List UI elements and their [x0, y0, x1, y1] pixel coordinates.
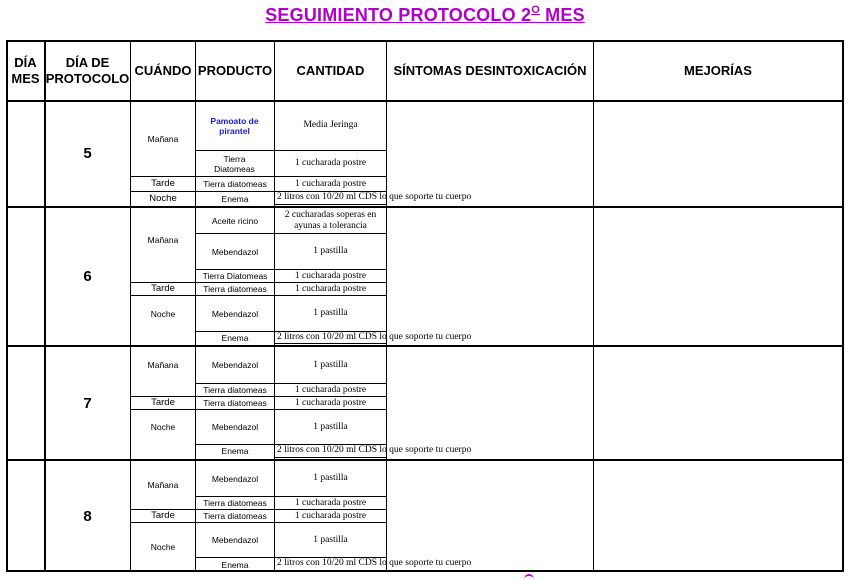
time-manana: Mañana — [147, 133, 179, 144]
column-divider — [386, 40, 387, 572]
product-cell: Enema — [221, 194, 249, 204]
quantity-cell: 1 cucharada postre — [294, 270, 367, 281]
product-cell: Tierra diatomeas — [203, 511, 267, 521]
product-cell: Mebendazol — [211, 360, 259, 370]
time-tarde: Tarde — [151, 397, 175, 408]
quantity-cell: 1 pastilla — [313, 421, 348, 432]
quantity-cell: 2 litros con 10/20 ml CDS lo que soporte tu cuerpo — [277, 192, 472, 202]
protocol-day-number: 6 — [83, 268, 92, 285]
quantity-cell: 1 pastilla — [313, 359, 348, 370]
protocol-day-number: 7 — [83, 394, 92, 412]
product-cell: Mebendazol — [211, 422, 259, 432]
time-noche: Noche — [150, 309, 176, 319]
product-cell: Tierra Diatomeas — [202, 271, 268, 281]
quantity-cell: 1 cucharada postre — [294, 158, 367, 168]
quantity-cell: 2 litros con 10/20 ml CDS lo que soporte tu cuerpo — [277, 445, 472, 455]
product-cell: Mebendazol — [211, 473, 259, 484]
title-suffix: MES — [539, 5, 585, 25]
product-cell: Tierra diatomeas — [203, 498, 267, 508]
header-sintomas: SÍNTOMAS DESINTOXICACIÓN — [393, 63, 587, 78]
product-cell: Aceite ricino — [211, 215, 259, 226]
row-divider — [274, 457, 387, 458]
time-manana: Mañana — [147, 360, 179, 370]
title-superscript: O — [531, 4, 540, 16]
header-cuando: CUÁNDO — [134, 63, 192, 78]
product-cell: Enema — [221, 446, 249, 456]
product-cell: Mebendazol — [211, 535, 259, 545]
header-mejorias: MEJORÍAS — [684, 63, 752, 78]
quantity-cell: 1 cucharada postre — [294, 397, 367, 408]
quantity-cell: 1 pastilla — [313, 473, 348, 483]
time-noche: Noche — [150, 422, 176, 432]
quantity-cell: 1 cucharada postre — [294, 384, 367, 395]
time-tarde: Tarde — [151, 178, 175, 189]
product-cell: Enema — [221, 559, 249, 570]
time-tarde: Tarde — [151, 283, 175, 294]
product-cell: Enema — [221, 333, 249, 343]
product-cell: Mebendazol — [211, 246, 259, 257]
quantity-cell: 1 cucharada postre — [294, 283, 367, 294]
protocol-day-number: 8 — [83, 507, 92, 525]
quantity-cell: 2 litros con 10/20 ml CDS lo que soporte tu cuerpo — [277, 332, 472, 342]
product-cell: Tierra diatomeas — [203, 179, 267, 189]
product-cell: Tierra diatomeas — [203, 398, 267, 408]
row-divider — [274, 204, 387, 205]
quantity-cell: 1 pastilla — [313, 308, 348, 318]
header-dia-protocolo: DÍA DE PROTOCOLO — [45, 55, 130, 86]
row-divider — [274, 343, 387, 344]
quantity-cell: 2 cucharadas soperas en ayunas a tolerancia — [284, 209, 377, 231]
header-cantidad: CANTIDAD — [296, 63, 365, 78]
title-text: SEGUIMIENTO PROTOCOLO 2 — [265, 5, 532, 25]
quantity-cell: 1 cucharada postre — [294, 497, 367, 508]
column-divider — [593, 40, 594, 572]
product-cell: Pamoato de pirantel — [210, 115, 259, 136]
time-manana: Mañana — [147, 235, 179, 245]
time-tarde: Tarde — [151, 510, 175, 521]
time-noche: Noche — [150, 542, 176, 552]
product-cell: Mebendazol — [211, 308, 259, 319]
quantity-cell: 1 cucharada postre — [294, 178, 367, 189]
time-noche: Noche — [149, 193, 177, 204]
quantity-cell: 1 pastilla — [313, 534, 348, 545]
product-cell: Tierra diatomeas — [203, 385, 267, 395]
time-manana: Mañana — [147, 480, 179, 490]
header-producto: PRODUCTO — [197, 63, 273, 78]
quantity-cell: Media Jeringa — [303, 120, 358, 130]
protocol-day-number: 5 — [83, 145, 92, 162]
quantity-cell: 1 pastilla — [313, 246, 348, 256]
header-dia-mes: DÍA MES — [11, 55, 40, 86]
quantity-cell: 2 litros con 10/20 ml CDS lo que soporte tu cuerpo — [277, 558, 472, 568]
quantity-cell: 1 cucharada postre — [294, 510, 367, 521]
product-cell: Tierra Diatomeas — [214, 153, 255, 174]
page-title — [0, 4, 850, 26]
product-cell: Tierra diatomeas — [203, 284, 267, 294]
